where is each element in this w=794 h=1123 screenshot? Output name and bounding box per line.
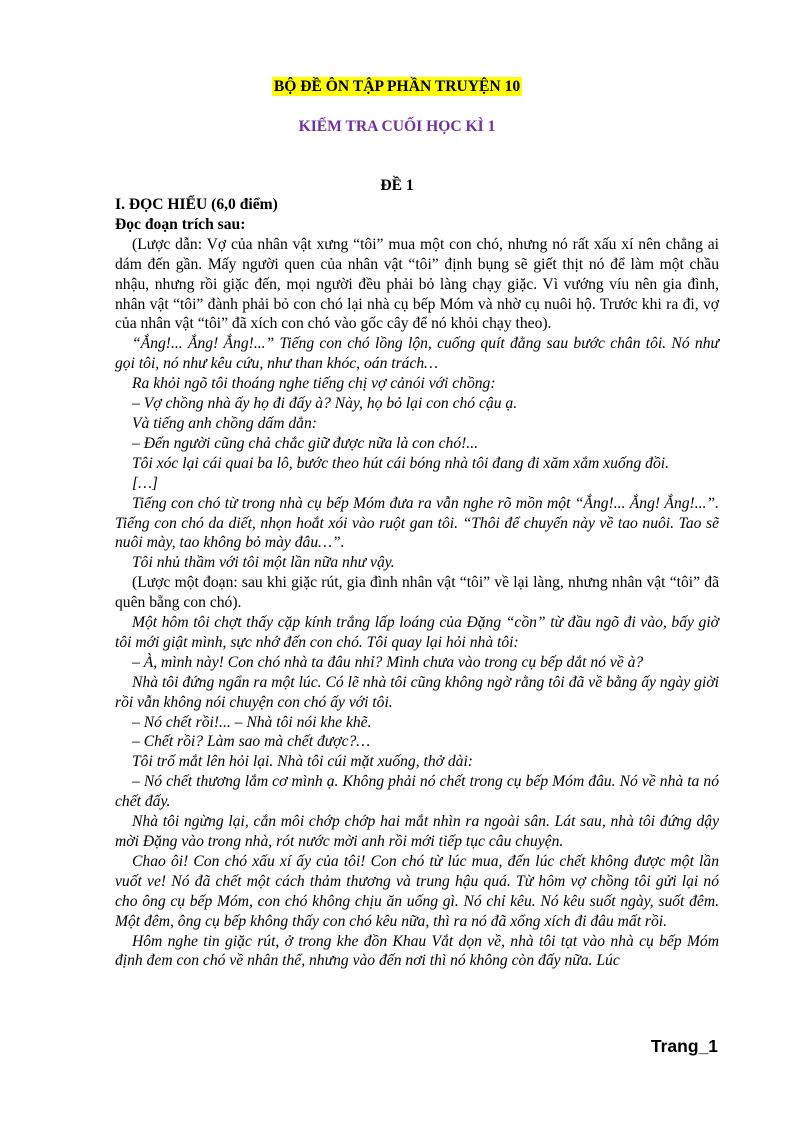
passage-paragraph: – Nó chết rồi!... – Nhà tôi nói khe khẽ. <box>132 713 372 731</box>
passage-paragraph: (Lược một đoạn: sau khi giặc rút, gia đình nhân vật “tôi” về lại làng, nhưng nhân vật “tôi” đã quên bẵng con chó). <box>115 574 719 612</box>
passage-paragraph: – Nó chết thương lắm cơ mình ạ. Không phải nó chết trong cụ bếp Móm đâu. Nó về nhà ta nó chết đấy. <box>115 773 719 811</box>
passage-paragraph: Nhà tôi đứng ngẩn ra một lúc. Có lẽ nhà tôi cũng không ngờ rằng tôi đã về bằng ấy ngày giời rồi vẫn không nói chuyện con chó ấy với tôi. <box>115 673 719 711</box>
title-highlight: BỘ ĐỀ ÔN TẬP PHẦN TRUYỆN 10 <box>273 78 521 95</box>
passage-paragraph: Tôi xóc lại cái quai ba lô, bước theo hút cái bóng nhà tôi đang đi xăm xắm xuống đồi. <box>132 454 669 472</box>
exam-label: ĐỀ 1 <box>380 177 414 194</box>
document-title <box>0 78 794 96</box>
passage <box>115 235 719 972</box>
passage-paragraph: – Đến người cũng chả chắc giữ được nữa là con chó!... <box>132 434 479 452</box>
passage-paragraph: (Lược dẫn: Vợ của nhân vật xưng “tôi” mua một con chó, nhưng nó rất xấu xí nên chẳng ai dám đến gần. Mấy người quen của nhân vật “tôi” định bụng sẽ giết thịt nó để làm một chầu nhậu, nhưng rồi giặc đến, mọi người đều phải bỏ làng chạy giặc. Vì vướng víu nên gia đình, nhân vật “tôi” đành phải bỏ con chó lại nhà cụ bếp Móm và nhờ cụ nuôi hộ. Trước khi ra đi, vợ của nhân vật “tôi” đã xích con chó vào gốc cây để nó khỏi chạy theo). <box>115 235 719 333</box>
passage-paragraph: “Ắng!... Ắng! Ắng!...” Tiếng con chó lồng lộn, cuống quít đằng sau bước chân tôi. Nó như gọi tôi, nó như kêu cứu, như than khóc, oán trách… <box>115 335 719 373</box>
section-heading: I. ĐỌC HIỂU (6,0 điểm) <box>115 196 278 213</box>
page-number: Trang_1 <box>650 1036 718 1056</box>
passage-paragraph: Tiếng con chó từ trong nhà cụ bếp Móm đưa ra vẫn nghe rõ mồn một “Ắng!... Ắng! Ắng!...”. Tiếng con chó da diết, nhọn hoắt xói vào ruột gan tôi. “Thôi để chuyến này về tao nuôi. Tao sẽ nuôi mày, tao không bỏ mày đâu…”. <box>115 494 719 552</box>
section-instruction: Đọc đoạn trích sau: <box>115 215 246 233</box>
passage-paragraph: Tôi nhủ thầm với tôi một lần nữa như vậy. <box>132 554 395 572</box>
passage-paragraph: Hôm nghe tin giặc rút, ở trong khe đồn Khau Vắt dọn về, nhà tôi tạt vào nhà cụ bếp Móm định đem con chó về nhân thể, nhưng vào đến nơi thì nó không còn đấy nữa. Lúc <box>115 932 719 970</box>
passage-paragraph: – À, mình này! Con chó nhà ta đâu nhỉ? Mình chưa vào trong cụ bếp dắt nó về à? <box>132 653 644 671</box>
document-subtitle: KIỂM TRA CUỐI HỌC KÌ 1 <box>298 118 496 135</box>
passage-paragraph: Một hôm tôi chợt thấy cặp kính trắng lấp loáng của Đặng “cồn” từ đầu ngõ đi vào, bấy giờ tôi mới giật mình, sực nhớ đến con chó. Tôi quay lại hỏi nhà tôi: <box>115 614 719 651</box>
document-body <box>115 195 719 971</box>
passage-paragraph: Và tiếng anh chồng dấm dẳn: <box>132 414 317 432</box>
passage-paragraph: Chao ôi! Con chó xấu xí ấy của tôi! Con chó từ lúc mua, đến lúc chết không được một lần vuốt ve! Nó đã chết một cách thảm thương và trung hậu quá. Từ hôm vợ chồng tôi gửi lại nó cho ông cụ bếp Móm, con chó không chịu ăn uống gì. Nó chỉ kêu. Nó kêu suốt ngày, suốt đêm. Một đêm, ông cụ bếp không thấy con chó kêu nữa, thì ra nó đã xổng xích đi đâu mất rồi. <box>115 852 719 930</box>
passage-paragraph: Tôi trố mắt lên hỏi lại. Nhà tôi cúi mặt xuống, thở dài: <box>132 753 473 771</box>
passage-paragraph: – Chết rồi? Làm sao mà chết được?… <box>132 733 371 751</box>
passage-paragraph: – Vợ chồng nhà ấy họ đi đấy à? Này, họ bỏ lại con chó cậu ạ. <box>132 395 518 413</box>
passage-paragraph: Nhà tôi ngừng lại, cắn môi chớp chớp hai mắt nhìn ra ngoài sân. Lát sau, nhà tôi đứng dậy mời Đặng vào trong nhà, rót nước mời anh rồi mới tiếp tục câu chuyện. <box>115 813 719 850</box>
passage-paragraph: Ra khỏi ngõ tôi thoáng nghe tiếng chị vợ cảnói với chồng: <box>132 375 496 393</box>
passage-paragraph: […] <box>132 474 159 492</box>
